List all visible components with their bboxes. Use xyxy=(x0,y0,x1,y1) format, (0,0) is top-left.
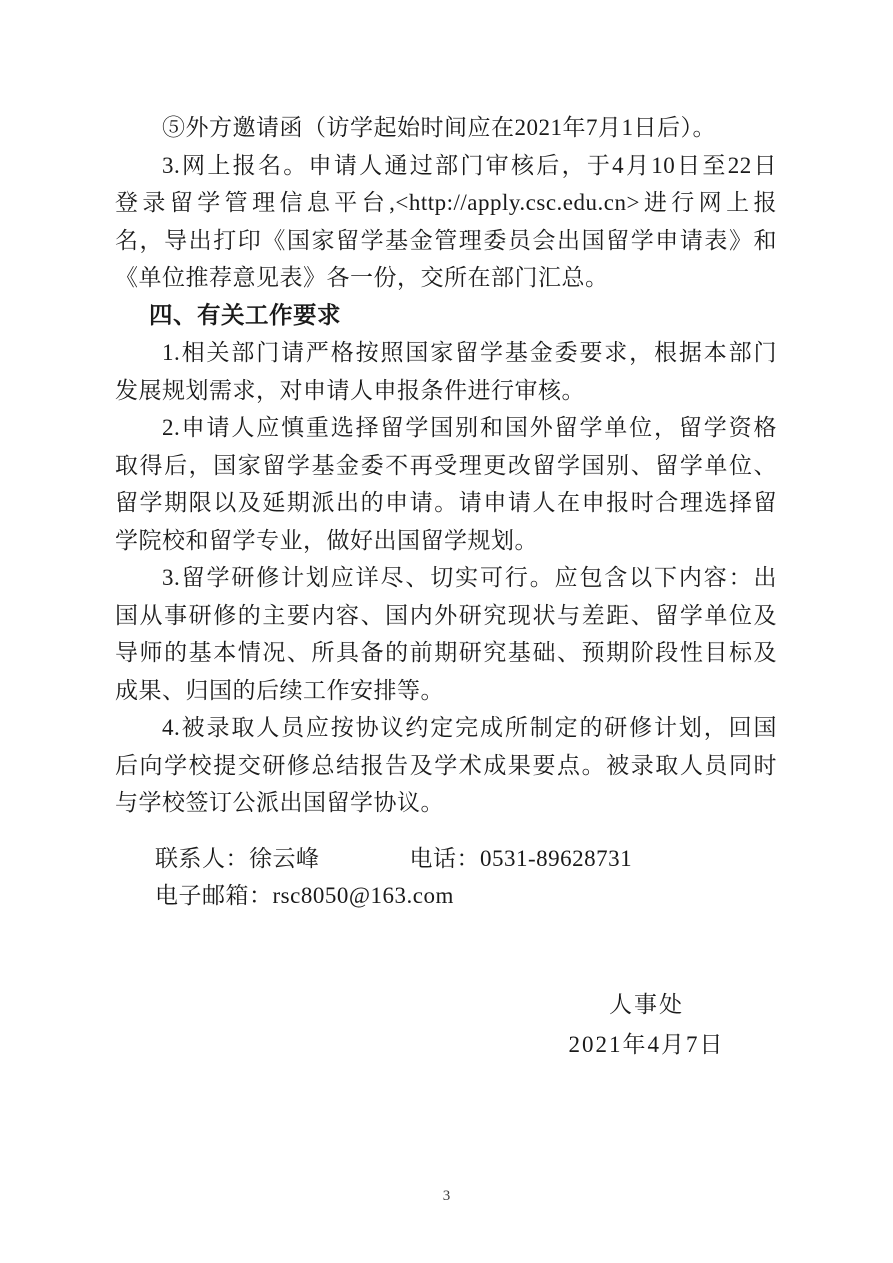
contact-block xyxy=(115,840,777,915)
paragraph xyxy=(115,709,777,822)
paragraph xyxy=(115,334,777,409)
text-line: 4.被录取人员应按协议约定完成所制定的研修计划，回国 xyxy=(162,715,777,740)
paragraph xyxy=(115,147,777,297)
text-line: 与学校签订公派出国留学协议。 xyxy=(115,790,444,815)
paragraph xyxy=(115,409,777,559)
text-line: 名，导出打印《国家留学基金管理委员会出国留学申请表》和 xyxy=(115,227,777,253)
text-line xyxy=(115,840,777,878)
text-line: 登录留学管理信息平台,<http://apply.csc.edu.cn>进行网上报 xyxy=(115,190,777,215)
text-line: 后向学校提交研修总结报告及学术成果要点。被录取人员同时 xyxy=(115,752,777,778)
page-number: 3 xyxy=(442,1188,451,1204)
text-line: 导师的基本情况、所具备的前期研究基础、预期阶段性目标及 xyxy=(115,640,777,665)
text-line: 学院校和留学专业，做好出国留学规划。 xyxy=(115,527,538,553)
text-line: 《单位推荐意见表》各一份，交所在部门汇总。 xyxy=(115,265,609,290)
text-line: ⑤外方邀请函（访学起始时间应在2021年7月1日后）。 xyxy=(162,115,716,140)
text-line: 成果、归国的后续工作安排等。 xyxy=(115,677,444,703)
document-body xyxy=(115,109,777,915)
section-heading xyxy=(115,297,777,335)
text-line: 电子邮箱：rsc8050@163.com xyxy=(155,883,454,908)
text-line: 3.留学研修计划应详尽、切实可行。应包含以下内容：出 xyxy=(162,565,777,590)
text-line: 2.申请人应慎重选择留学国别和国外留学单位，留学资格 xyxy=(162,415,777,440)
paragraph xyxy=(115,559,777,709)
signature-department: 人事处 xyxy=(609,992,684,1017)
text-line: 四、有关工作要求 xyxy=(149,301,341,328)
text-line: 取得后，国家留学基金委不再受理更改留学国别、留学单位、 xyxy=(115,452,777,478)
signature-block xyxy=(400,985,893,1065)
text-line: 留学期限以及延期派出的申请。请申请人在申报时合理选择留 xyxy=(115,490,777,515)
paragraph xyxy=(115,109,777,147)
text-line: 发展规划需求，对申请人申报条件进行审核。 xyxy=(115,377,585,403)
signature-date: 2021年4月7日 xyxy=(568,1032,725,1057)
text-line: 3.网上报名。申请人通过部门审核后，于4月10日至22日 xyxy=(162,152,777,178)
contact-phone: 电话：0531-89628731 xyxy=(409,845,633,871)
text-line: 1.相关部门请严格按照国家留学基金委要求，根据本部门 xyxy=(162,340,777,365)
contact-person: 联系人：徐云峰 xyxy=(155,845,320,871)
text-line: 国从事研修的主要内容、国内外研究现状与差距、留学单位及 xyxy=(115,602,777,628)
